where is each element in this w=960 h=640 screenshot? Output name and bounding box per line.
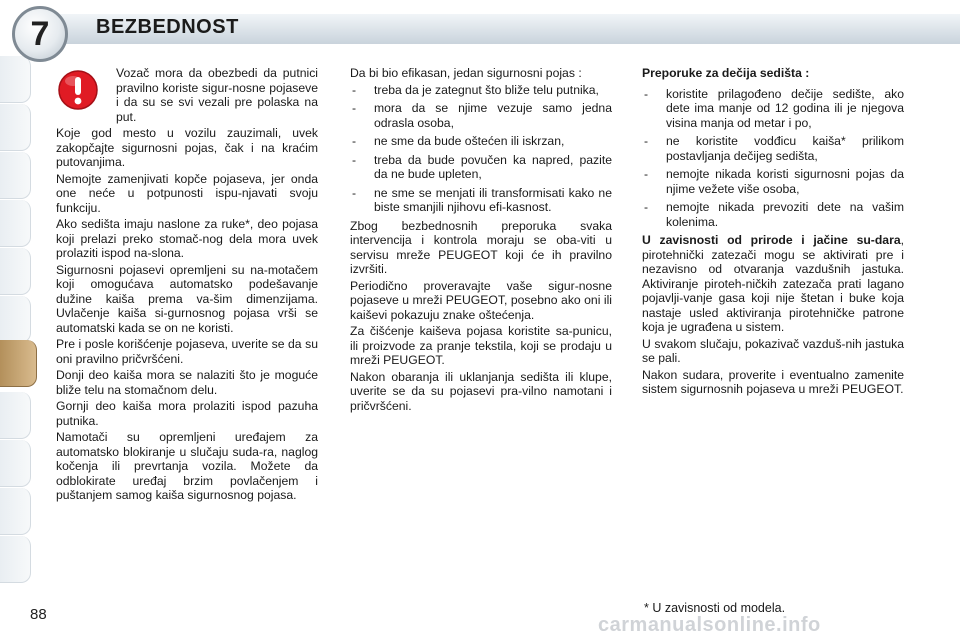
paragraph: Gornji deo kaiša mora prolaziti ispod pazuha putnika. — [56, 399, 318, 428]
paragraph: Da bi bio efikasan, jedan sigurnosni pojas : — [350, 66, 582, 80]
chapter-tab[interactable] — [0, 104, 31, 151]
bold-lead: U zavisnosti od prirode i jačine su-dara — [642, 233, 901, 247]
paragraph-text: , pirotehnički zatezači mogu se aktivirati pre i nezavisno od otvaranja vazdušnih jastuka. Aktiviranje piroteh-ničkih zatezača prati lagano pojavlji-vanje gasa koji nije štetan i buke koja nastaje usled aktiviranja pirotehničke patrone koja je ugrađena u sistem. — [642, 233, 904, 334]
chapter-tab-strip — [0, 0, 46, 640]
dash-list — [350, 83, 612, 215]
list-item: - ne sme da bude oštećen ili iskrzan, — [350, 134, 612, 149]
column-2 — [350, 66, 612, 415]
paragraph: Zbog bezbednosnih preporuka svaka intervencija i kontrola moraju se oba-viti u servisu mreže PEUGEOT koji će ih pravilno izvršiti. — [350, 218, 612, 276]
paragraph: Nemojte zamenjivati kopče pojaseva, jer onda one neće u potpunosti ispu-njavati svoju funkciju. — [56, 171, 318, 215]
list-item: - nemojte nikada koristi sigurnosni pojas da njime vežete više osoba, — [642, 167, 904, 196]
list-item: - nemojte nikada prevoziti dete na vašim kolenima. — [642, 200, 904, 229]
page-title: BEZBEDNOST — [96, 16, 239, 38]
chapter-tab[interactable] — [0, 440, 31, 487]
paragraph: Periodično proveravajte vaše sigur-nosne pojaseve u mreži PEUGEOT, posebno ako oni ili kaiševi pokazuju znake oštećenja. — [350, 278, 612, 322]
footnote: * U zavisnosti od modela. — [644, 601, 786, 615]
list-item: - treba da bude povučen ka napred, pazite da ne bude upleten, — [350, 153, 612, 182]
chapter-tab[interactable] — [0, 536, 31, 583]
paragraph: Vozač mora da obezbedi da putnici pravilno koriste sigur-nosne pojaseve i da su se svi vezali pre polaska na put. — [116, 66, 318, 124]
list-item: - ne koristite vodđicu kaiša* prilikom postavljanja dečijeg sedišta, — [642, 134, 904, 163]
list-item: - koristite prilagođeno dečije sedište, ako dete ima manje od 12 godina ili je njegova visina manja od metar i po, — [642, 87, 904, 131]
paragraph: Nakon obaranja ili uklanjanja sedišta ili klupe, uverite se da su pojasevi pra-vilno namotani i pričvršćeni. — [350, 369, 612, 413]
paragraph — [642, 233, 904, 335]
paragraph: Pre i posle korišćenje pojaseva, uverite se da su oni pravilno pričvršćeni. — [56, 337, 318, 366]
watermark: carmanualsonline.info — [598, 614, 821, 636]
list-item: - treba da je zategnut što bliže telu putnika, — [350, 83, 612, 98]
paragraph: Za čišćenje kaiševa pojasa koristite sa-punicu, ili proizvode za pranje tekstila, koji se prodaju u mreži PEUGEOT. — [350, 324, 612, 367]
paragraph: Nakon sudara, proverite i eventualno zamenite sistem sigurnosnih pojaseva u mreži PEUGEOT. — [642, 367, 904, 396]
chapter-tab-active[interactable] — [0, 340, 37, 387]
paragraph: Sigurnosni pojasevi opremljeni su na-motačem koji omogućava automatsko podešavanje dužine kaiša prema va-šim dimenzijama. Uvlačenje kaiša si-gurnosnog pojasa vrši se automatski kada se on ne koristi. — [56, 262, 318, 335]
column-1 — [56, 66, 318, 505]
page-number: 88 — [30, 606, 47, 623]
list-item: - ne sme se menjati ili transformisati kako ne biste smanjili njihovu efi-kasnost. — [350, 186, 612, 215]
chapter-tab[interactable] — [0, 488, 31, 535]
section-heading: Preporuke za dečija sedišta : — [642, 66, 810, 80]
chapter-tab[interactable] — [0, 200, 31, 247]
column-3 — [642, 66, 904, 399]
paragraph: Donji deo kaiša mora se nalaziti što je moguće bliže telu na stomačnom delu. — [56, 368, 318, 397]
paragraph: U svakom slučaju, pokazivač vazduš-nih jastuka se pali. — [642, 336, 904, 365]
dash-list — [642, 87, 904, 230]
paragraph: Koje god mesto u vozilu zauzimali, uvek zakopčajte sigurnosni pojas, čak i na kraćim putovanjima. — [56, 126, 318, 169]
chapter-number: 7 — [12, 6, 68, 62]
list-item: - mora da se njime vezuje samo jedna odrasla osoba, — [350, 101, 612, 130]
paragraph: Ako sedišta imaju naslone za ruke*, deo pojasa koji prelazi preko stomač-nog dela mora uvek prolaziti ispod na-slona. — [56, 217, 318, 260]
chapter-tab[interactable] — [0, 152, 31, 199]
chapter-tab[interactable] — [0, 296, 31, 343]
chapter-tab[interactable] — [0, 56, 31, 103]
chapter-tab[interactable] — [0, 248, 31, 295]
paragraph: Namotači su opremljeni uređajem za automatsko blokiranje u slučaju suda-ra, naglog kočenja ili prevrtanja vozila. Možete da odblokirate uređaj brzim povlačenjem i puštanjem samog kaiša sigurnosnog pojasa. — [56, 430, 318, 502]
chapter-tab[interactable] — [0, 392, 31, 439]
